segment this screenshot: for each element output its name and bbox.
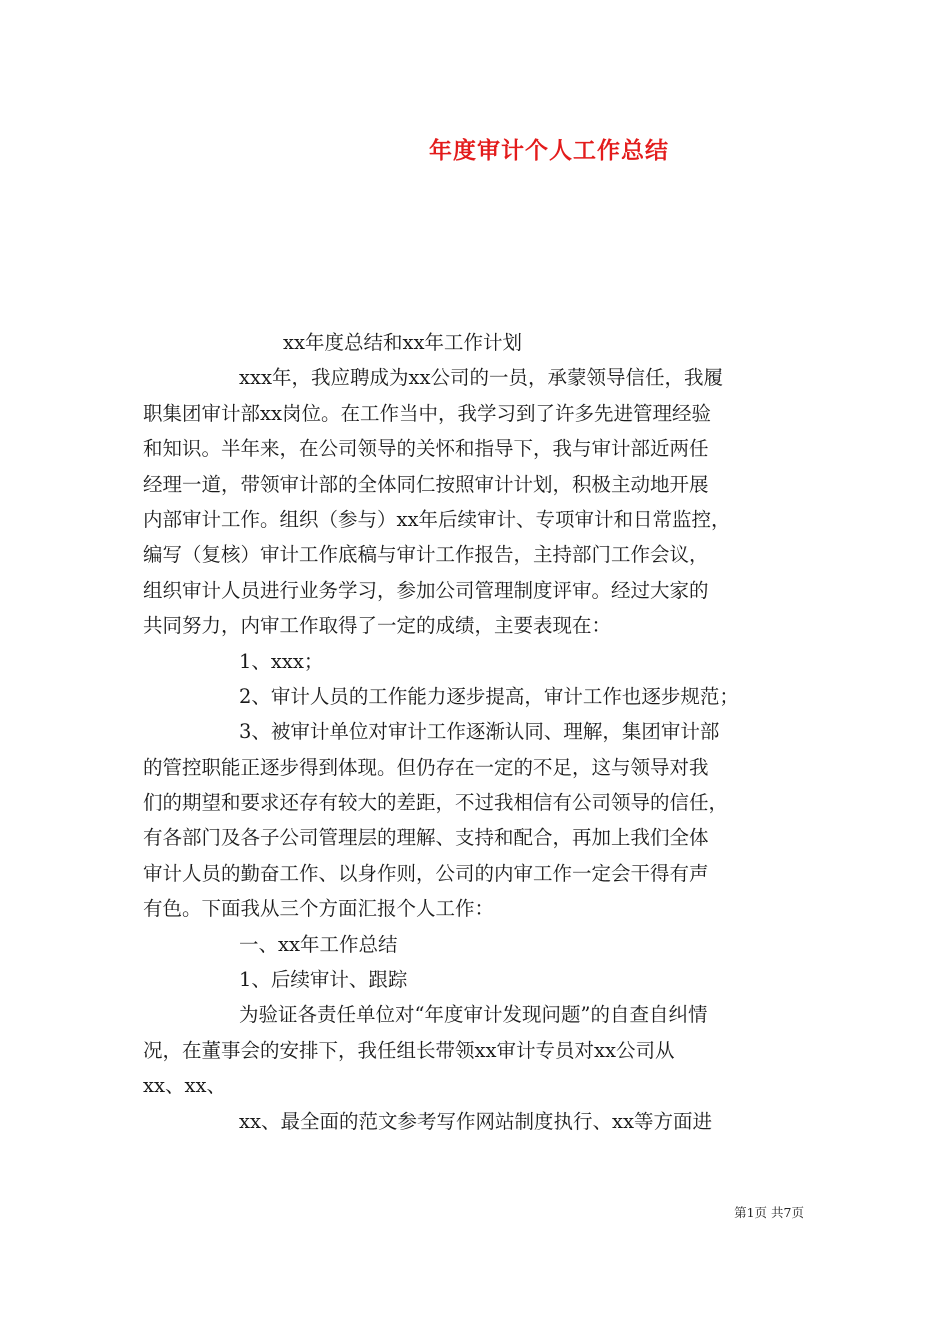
document-title: 年度审计个人工作总结 bbox=[429, 138, 669, 164]
body-line: 审计人员的勤奋工作、以身作则，公司的内审工作一定会干得有声 bbox=[143, 861, 709, 885]
document-body bbox=[143, 325, 815, 1139]
body-line: 经理一道，带领审计部的全体同仁按照审计计划，积极主动地开展 bbox=[143, 472, 709, 496]
body-line: xx、xx、 bbox=[143, 1074, 226, 1098]
body-line: 组织审计人员进行业务学习，参加公司管理制度评审。经过大家的 bbox=[143, 578, 709, 602]
body-line: xx年度总结和xx年工作计划 bbox=[283, 331, 522, 354]
body-line: xxx年，我应聘成为xx公司的一员，承蒙领导信任，我履 bbox=[239, 366, 723, 390]
body-line: 为验证各责任单位对“年度审计发现问题”的自查自纠情 bbox=[239, 1003, 708, 1027]
body-line: xx、最全面的范文参考写作网站制度执行、xx等方面进 bbox=[239, 1109, 712, 1133]
body-line: 们的期望和要求还存有较大的差距，不过我相信有公司领导的信任， bbox=[143, 791, 729, 815]
body-line: 况，在董事会的安排下，我任组长带领xx审计专员对xx公司从 bbox=[143, 1038, 675, 1062]
body-line: 有色。下面我从三个方面汇报个人工作： bbox=[143, 897, 495, 921]
list-item: 1、xxx； bbox=[239, 649, 324, 673]
section-heading: 一、xx年工作总结 bbox=[239, 932, 398, 956]
page-number-footer: 第1页 共7页 bbox=[734, 1205, 804, 1220]
body-line: 和知识。半年来，在公司领导的关怀和指导下，我与审计部近两任 bbox=[143, 437, 709, 461]
body-line: 编写（复核）审计工作底稿与审计工作报告，主持部门工作会议， bbox=[143, 543, 709, 567]
list-item: 3、被审计单位对审计工作逐渐认同、理解，集团审计部 bbox=[239, 720, 720, 744]
body-line: 共同努力，内审工作取得了一定的成绩，主要表现在： bbox=[143, 614, 612, 638]
subsection-heading: 1、后续审计、跟踪 bbox=[239, 968, 408, 992]
body-line: 职集团审计部xx岗位。在工作当中，我学习到了许多先进管理经验 bbox=[143, 401, 711, 425]
list-item: 2、审计人员的工作能力逐步提高，审计工作也逐步规范； bbox=[239, 684, 739, 708]
body-line: 有各部门及各子公司管理层的理解、支持和配合，再加上我们全体 bbox=[143, 826, 709, 850]
body-line: 的管控职能正逐步得到体现。但仍存在一定的不足，这与领导对我 bbox=[143, 755, 709, 779]
body-line: 内部审计工作。组织（参与）xx年后续审计、专项审计和日常监控， bbox=[143, 507, 731, 531]
